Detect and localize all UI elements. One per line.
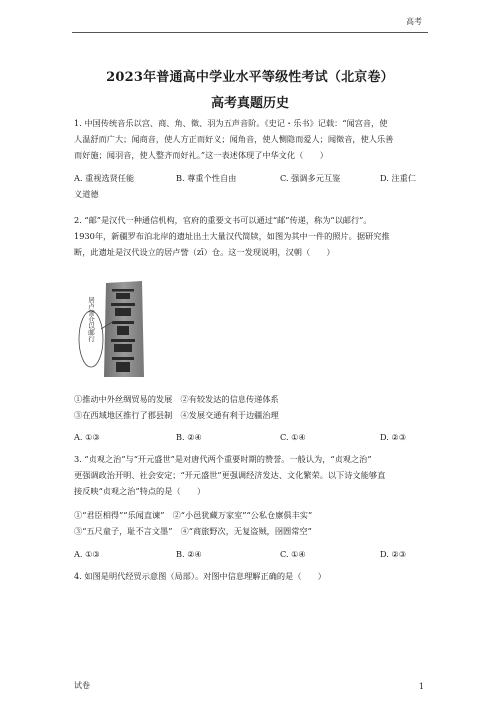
question-3-line: 接反映“贞观之治”特点的是（ ） (74, 486, 206, 496)
question-2-stem (74, 212, 428, 260)
page-number: 1 (418, 682, 424, 691)
question-3-statement: ①“君臣相得”“乐闻直谏” ②“小邑犹藏万家室”“公私仓廪俱丰实” (74, 510, 313, 520)
question-1-option-b: B. 尊重个性自由 (176, 173, 237, 183)
question-2-option-c: C. ①④ (280, 432, 306, 442)
question-3-statements (74, 507, 428, 539)
question-1-stem (74, 115, 428, 163)
question-1-option-d-cont: 义道德 (74, 189, 99, 199)
question-1-option-d: D. 注重仁 (380, 173, 417, 183)
page-title: 2023年普通高中学业水平等级性考试（北京卷） (106, 70, 394, 85)
header-rule (72, 32, 428, 33)
page-subtitle: 高考真题历史 (210, 96, 289, 111)
question-2-options (74, 429, 428, 445)
question-3-option-a: A. ①③ (74, 549, 100, 559)
question-1-line: 人温舒而广大；闻商音，使人方正而好义；闻角音，使人恻隐而爱人；闻徵音，使人乐善 (74, 134, 394, 144)
question-2-option-a: A. ①③ (74, 432, 100, 442)
question-3-options (74, 546, 428, 562)
question-4-stem (74, 568, 428, 584)
header-tag: 高考 (406, 17, 422, 26)
question-3-option-b: B. ②④ (176, 549, 202, 559)
footer-label: 试卷 (74, 681, 90, 690)
question-1-options (74, 170, 428, 186)
question-2-statement: ③在西域地区推行了郡县制 ④发展交通有利于边疆治理 (74, 410, 279, 420)
question-3-line: 更强调政治开明、社会安定；“开元盛世”更强调经济发达、文化繁荣。以下诗文能够直 (74, 470, 386, 480)
question-1-line: 1. 中国传统音乐以宫、商、角、徵、羽为五声音阶。《史记・乐书》记载：“闻宫音，使 (74, 118, 388, 128)
question-2-line: 2. “邮”是汉代一种通信机构，官府的重要文书可以通过“邮”传递，称为“以邮行”。 (74, 215, 372, 225)
bamboo-slip-photo (76, 281, 176, 377)
question-2-statements (74, 391, 428, 423)
question-3-stem (74, 451, 428, 499)
question-3-statement: ③“五尺童子，耻不言文墨” ④“商旅野次，无复盗贼，囹圄常空” (74, 526, 312, 536)
question-3-option-c: C. ①④ (280, 549, 306, 559)
question-2-option-d: D. ②③ (380, 432, 407, 442)
question-1-option-d-continued (74, 186, 428, 202)
question-2-line: 1930年，新疆罗布泊北岸的遗址出土大量汉代简牍，如图为其中一件的照片。据研究推 (74, 231, 390, 241)
question-2-option-b: B. ②④ (176, 432, 202, 442)
question-4-line: 4. 如图是明代经贸示意图（局部）。对图中信息理解正确的是（ ） (74, 571, 326, 581)
question-2-statement: ①推动中外丝绸贸易的发展 ②有较发达的信息传递体系 (74, 394, 279, 404)
question-2-line: 断，此遗址是汉代设立的居卢訾（zī）仓。这一发现说明，汉朝（ ） (74, 247, 335, 257)
question-1-line: 而好施；闻羽音，使人整齐而好礼。”这一表述体现了中华文化（ ） (74, 150, 328, 160)
question-1-option-c: C. 强调多元互鉴 (280, 173, 341, 183)
question-3-line: 3. “贞观之治”与“开元盛世”是对唐代两个重要时期的赞誉。一般认为，“贞观之治” (74, 454, 372, 464)
figure-caption: 居卢訾仓以邮行 (87, 296, 95, 342)
question-3-option-d: D. ②③ (380, 549, 407, 559)
question-1-option-a: A. 重视选贤任能 (74, 173, 135, 183)
